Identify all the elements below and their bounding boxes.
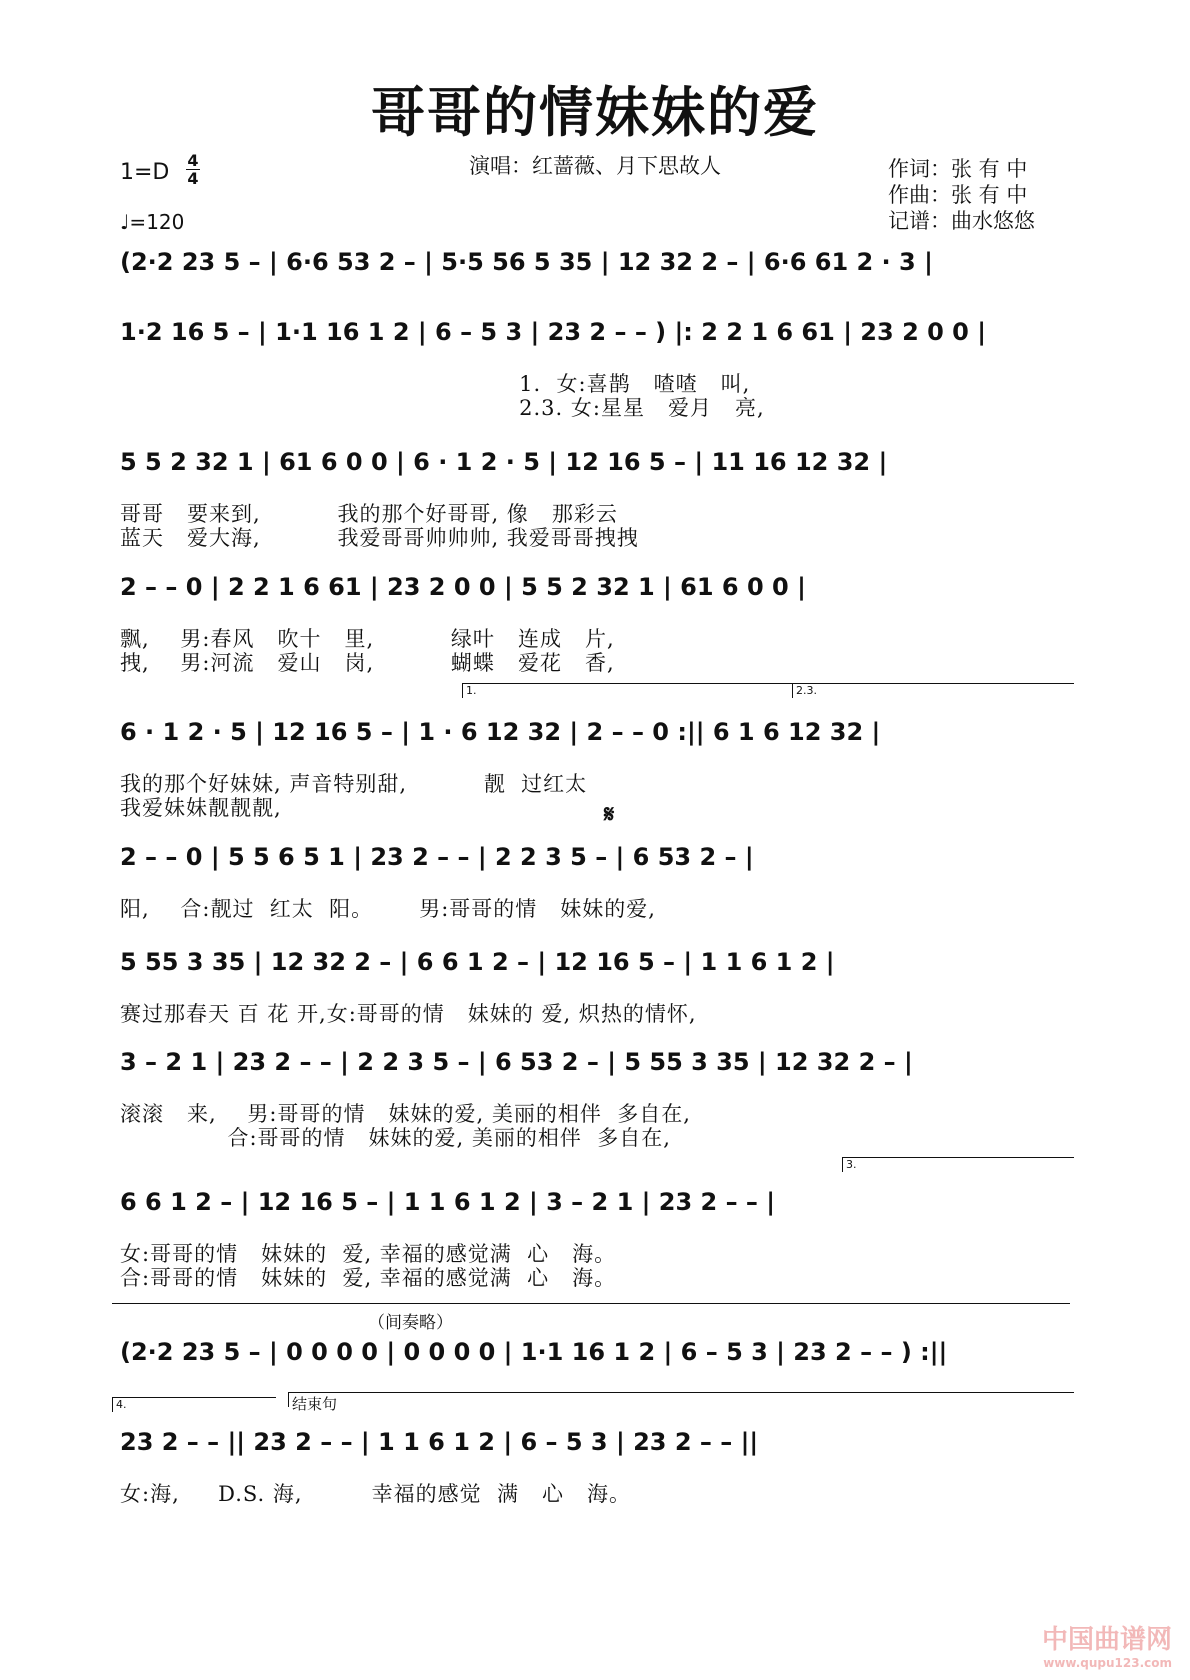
- notation-line: 23 2 – – || 23 2 – – | 1 1 6 1 2 | 6 – 5 3 | 23 2 – – ||: [120, 1428, 759, 1456]
- song-title: 哥哥的情妹妹的爱: [371, 80, 819, 144]
- notation-line: 3 – 2 1 | 23 2 – – | 2 2 3 5 – | 6 53 2 – | 5 55 3 35 | 12 32 2 – |: [120, 1048, 913, 1076]
- interlude-note: （间奏略）: [368, 1313, 453, 1333]
- lyric-line: 赛过那春天 百 花 开,女:哥哥的情 妹妹的 爱, 炽热的情怀,: [120, 1002, 697, 1026]
- segno-sign: 𝄋: [604, 800, 615, 828]
- watermark-url: www.qupu123.com: [1043, 1656, 1172, 1670]
- transcriber: 记谱：曲水悠悠: [888, 209, 1035, 233]
- watermark: [1042, 1619, 1172, 1670]
- watermark-logo: 中国曲谱网: [1041, 1625, 1172, 1655]
- notation-line: 6 · 1 2 · 5 | 12 16 5 – | 1 · 6 12 32 | 2 – – 0 :|| 6 1 6 12 32 |: [120, 718, 881, 746]
- lyric-line: 我爱妹妹靓靓靓,: [120, 796, 282, 820]
- notation-line: 1·2 16 5 – | 1·1 16 1 2 | 6 – 5 3 | 23 2 – – ) |: 2 2 1 6 61 | 23 2 0 0 |: [120, 318, 986, 346]
- lyric-line: 滚滚 来, 男:哥哥的情 妹妹的爱, 美丽的相伴 多自在,: [120, 1102, 691, 1126]
- notation-line: 2 – – 0 | 2 2 1 6 61 | 23 2 0 0 | 5 5 2 32 1 | 61 6 0 0 |: [120, 573, 806, 601]
- lyric-line: 女:哥哥的情 妹妹的 爱, 幸福的感觉满 心 海。: [120, 1242, 617, 1266]
- meter-top: 4: [187, 151, 199, 170]
- lyric-line: 1. 女:喜鹊 喳喳 叫,: [120, 372, 751, 396]
- credits: [888, 156, 1035, 234]
- notation-line: 5 5 2 32 1 | 61 6 0 0 | 6 · 1 2 · 5 | 12 16 5 – | 11 16 12 32 |: [120, 448, 888, 476]
- time-signature: [186, 152, 200, 187]
- lyric-line: 蓝天 爱大海, 我爱哥哥帅帅帅, 我爱哥哥拽拽: [120, 526, 639, 550]
- lyric-line: 女:海, D.S. 海, 幸福的感觉 满 心 海。: [120, 1482, 632, 1506]
- lyric-line: 阳, 合:靓过 红太 阳。 男:哥哥的情 妹妹的爱,: [120, 897, 656, 921]
- meter-bottom: 4: [187, 169, 199, 188]
- key-signature: 1=D: [120, 160, 170, 185]
- volta-3: 3.: [842, 1157, 1074, 1172]
- volta-2-3: 2.3.: [792, 683, 1074, 698]
- lyric-line: 哥哥 要来到, 我的那个好哥哥, 像 那彩云: [120, 502, 618, 526]
- lyric-line: 2.3. 女:星星 爱月 亮,: [120, 396, 765, 420]
- singers: 演唱：红蔷薇、月下思故人: [469, 154, 721, 178]
- tempo-marking: ♩=120: [120, 210, 185, 234]
- notation-line: 6 6 1 2 – | 12 16 5 – | 1 1 6 1 2 | 3 – 2 1 | 23 2 – – |: [120, 1188, 776, 1216]
- notation-line: (2·2 23 5 – | 0 0 0 0 | 0 0 0 0 | 1·1 16 1 2 | 6 – 5 3 | 23 2 – – ) :||: [120, 1338, 948, 1366]
- lyric-line: 拽, 男:河流 爱山 岗, 蝴蝶 爱花 香,: [120, 651, 615, 675]
- lyric-line: 合:哥哥的情 妹妹的爱, 美丽的相伴 多自在,: [120, 1126, 671, 1150]
- notation-line: 5 55 3 35 | 12 32 2 – | 6 6 1 2 – | 12 16 5 – | 1 1 6 1 2 |: [120, 948, 835, 976]
- volta-4: 4.: [112, 1397, 276, 1412]
- composer: 作曲：张 有 中: [888, 183, 1028, 207]
- lyric-line: 我的那个好妹妹, 声音特别甜, 靓 过红太: [120, 772, 588, 796]
- lyricist: 作词：张 有 中: [888, 157, 1028, 181]
- lyric-line: 飘, 男:春风 吹十 里, 绿叶 连成 片,: [120, 627, 615, 651]
- lyric-line: 合:哥哥的情 妹妹的 爱, 幸福的感觉满 心 海。: [120, 1266, 617, 1290]
- repeat-section-line: [112, 1303, 1070, 1304]
- ending-bracket: 结束句: [288, 1392, 1074, 1407]
- volta-1: 1.: [462, 683, 796, 698]
- notation-line: (2·2 23 5 – | 6·6 53 2 – | 5·5 56 5 35 | 12 32 2 – | 6·6 61 2 · 3 |: [120, 248, 933, 276]
- notation-line: 2 – – 0 | 5 5 6 5 1 | 23 2 – – | 2 2 3 5 – | 6 53 2 – |: [120, 843, 754, 871]
